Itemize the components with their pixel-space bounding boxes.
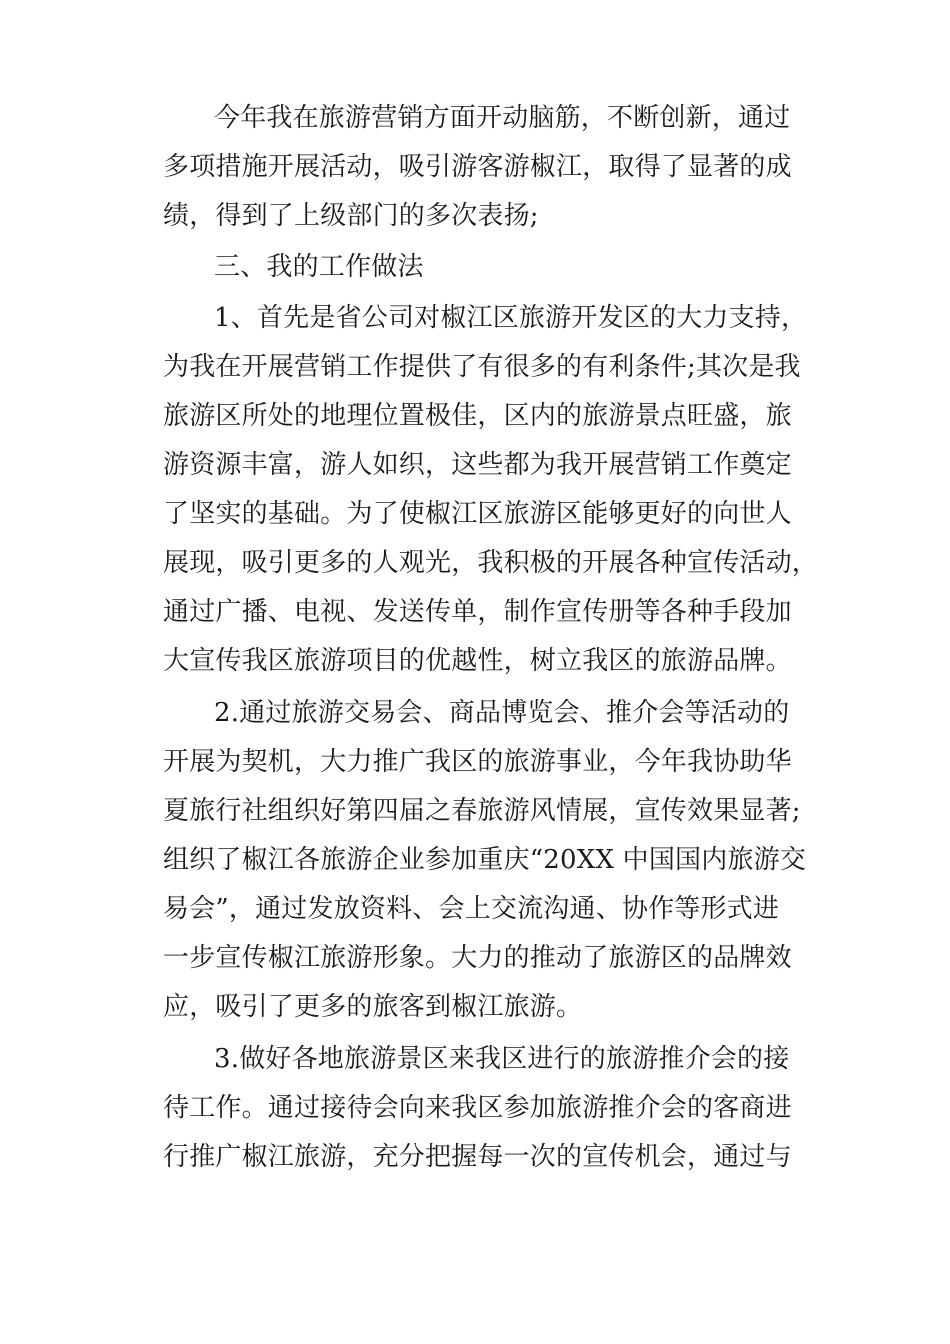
paragraph-1-line-3: 绩，得到了上级部门的多次表扬;: [163, 201, 539, 231]
paragraph-4-line-3: 行推广椒江旅游，充分把握每一次的宣传机会，通过与: [163, 1142, 792, 1172]
section-heading: 三、我的工作做法: [214, 252, 424, 282]
paragraph-1-line-1: 今年我在旅游营销方面开动脑筋，不断创新，通过: [214, 103, 791, 133]
paragraph-2-line-1: 1、首先是省公司对椒江区旅游开发区的大力支持，: [214, 303, 808, 333]
paragraph-2-line-3: 旅游区所处的地理位置极佳，区内的旅游景点旺盛，旅: [163, 401, 792, 431]
paragraph-3-line-1: 2.通过旅游交易会、商品博览会、推介会等活动的: [214, 698, 790, 728]
paragraph-2-line-7: 通过广播、电视、发送传单，制作宣传册等各种手段加: [163, 597, 792, 627]
paragraph-2-line-4: 游资源丰富，游人如织，这些都为我开展营销工作奠定: [163, 450, 792, 480]
paragraph-3-line-2: 开展为契机，大力推广我区的旅游事业，今年我协助华: [163, 747, 792, 777]
paragraph-2-line-5: 了坚实的基础。为了使椒江区旅游区能够更好的向世人: [163, 499, 792, 529]
paragraph-3-line-4: 组织了椒江各旅游企业参加重庆“20XX 中国国内旅游交: [163, 845, 807, 875]
paragraph-2-line-8: 大宣传我区旅游项目的优越性，树立我区的旅游品牌。: [163, 646, 792, 676]
paragraph-2-line-6: 展现，吸引更多的人观光，我积极的开展各种宣传活动，: [163, 548, 819, 578]
paragraph-3-line-6: 一步宣传椒江旅游形象。大力的推动了旅游区的品牌效: [163, 943, 792, 973]
paragraph-1-line-2: 多项措施开展活动，吸引游客游椒江，取得了显著的成: [163, 152, 792, 182]
paragraph-3-line-5: 易会”，通过发放资料、会上交流沟通、协作等形式进: [163, 894, 780, 924]
paragraph-2-line-2: 为我在开展营销工作提供了有很多的有利条件;其次是我: [163, 352, 801, 382]
paragraph-4-line-1: 3.做好各地旅游景区来我区进行的旅游推介会的接: [214, 1044, 790, 1074]
paragraph-3-line-3: 夏旅行社组织好第四届之春旅游风情展，宣传效果显著;: [163, 796, 801, 826]
paragraph-4-line-2: 待工作。通过接待会向来我区参加旅游推介会的客商进: [163, 1093, 792, 1123]
paragraph-3-line-7: 应，吸引了更多的旅客到椒江旅游。: [163, 992, 583, 1022]
